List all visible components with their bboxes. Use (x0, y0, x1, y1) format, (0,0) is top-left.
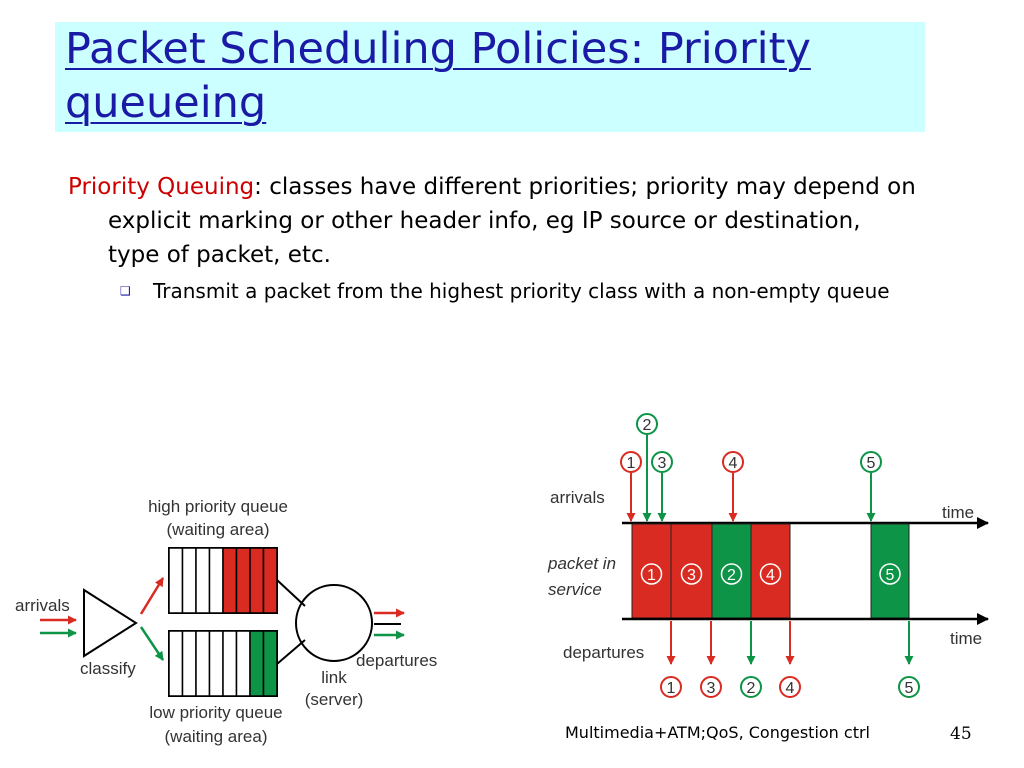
service-block-label: 1 (647, 567, 656, 584)
classifier-triangle-icon (84, 590, 136, 656)
arrival-label: 3 (657, 455, 667, 472)
queue-diagram (15, 497, 437, 746)
high-queue-empty-slot (183, 548, 197, 613)
sub-bullet-text: Transmit a packet from the highest priority class with a non-empty queue (153, 279, 890, 303)
arrival-markers (621, 414, 881, 521)
low-queue-filled-slot (250, 631, 264, 696)
link-label: link (321, 668, 347, 687)
departure-label: 4 (785, 680, 795, 697)
departure-markers (661, 621, 919, 697)
packet-in-label: packet in (548, 554, 617, 573)
high-queue-filled-slot (237, 548, 251, 613)
departure-label: 1 (666, 680, 676, 697)
departures-time-label: time (950, 629, 983, 648)
service-label: service (548, 580, 602, 599)
server-label: (server) (304, 690, 364, 709)
classify-label: classify (80, 659, 136, 678)
arrivals-label: arrivals (15, 596, 70, 615)
high-queue-filled-slot (223, 548, 237, 613)
high-queue-filled-slot (264, 548, 278, 613)
low-queue-label: low priority queue (149, 703, 283, 722)
departure-label: 2 (746, 680, 756, 697)
low-queue-empty-slot (237, 631, 251, 696)
arrival-label: 1 (626, 455, 636, 472)
service-blocks (632, 524, 909, 618)
definition-text: : classes have different priorities; priority may depend on explicit marking or other header info, eg IP source or destination, type of packet, etc. (108, 174, 916, 268)
high-priority-queue (169, 548, 277, 613)
slide-title: Packet Scheduling Policies: Priority queueing (65, 24, 811, 128)
service-block-label: 5 (885, 567, 895, 584)
high-queue-filled-slot (250, 548, 264, 613)
service-block-label: 4 (766, 567, 775, 584)
arrival-label: 4 (728, 455, 738, 472)
high-to-link-line (277, 580, 305, 606)
service-block-label: 2 (727, 567, 736, 584)
timeline-departures-label: departures (563, 643, 645, 662)
low-queue-empty-slot (210, 631, 224, 696)
high-queue-empty-slot (169, 548, 183, 613)
low-queue-filled-slot (264, 631, 278, 696)
low-queue-empty-slot (223, 631, 237, 696)
high-queue-sublabel: (waiting area) (166, 520, 270, 539)
low-queue-empty-slot (183, 631, 197, 696)
departure-label: 5 (904, 680, 914, 697)
high-queue-label: high priority queue (148, 497, 288, 516)
low-queue-sublabel: (waiting area) (164, 727, 268, 746)
departures-label: departures (356, 651, 438, 670)
to-low-queue-arrow (141, 627, 163, 660)
high-queue-empty-slot (196, 548, 210, 613)
page-number: 45 (950, 724, 972, 744)
low-queue-empty-slot (169, 631, 183, 696)
timeline-diagram (547, 414, 988, 697)
service-block-label: 3 (687, 567, 696, 584)
low-queue-empty-slot (196, 631, 210, 696)
low-priority-queue (169, 631, 277, 696)
priority-queuing-term: Priority Queuing (68, 174, 255, 200)
square-bullet-icon: ❑ (120, 284, 131, 298)
arrival-label: 2 (642, 417, 652, 434)
slide-footer: Multimedia+ATM;QoS, Congestion ctrl (565, 723, 870, 742)
arrival-label: 5 (866, 455, 876, 472)
link-server-circle (296, 585, 372, 661)
low-to-link-line (277, 640, 305, 664)
arrivals-time-label: time (942, 503, 975, 522)
timeline-arrivals-label: arrivals (550, 488, 605, 507)
to-high-queue-arrow (141, 578, 163, 614)
high-queue-empty-slot (210, 548, 224, 613)
departure-label: 3 (706, 680, 716, 697)
